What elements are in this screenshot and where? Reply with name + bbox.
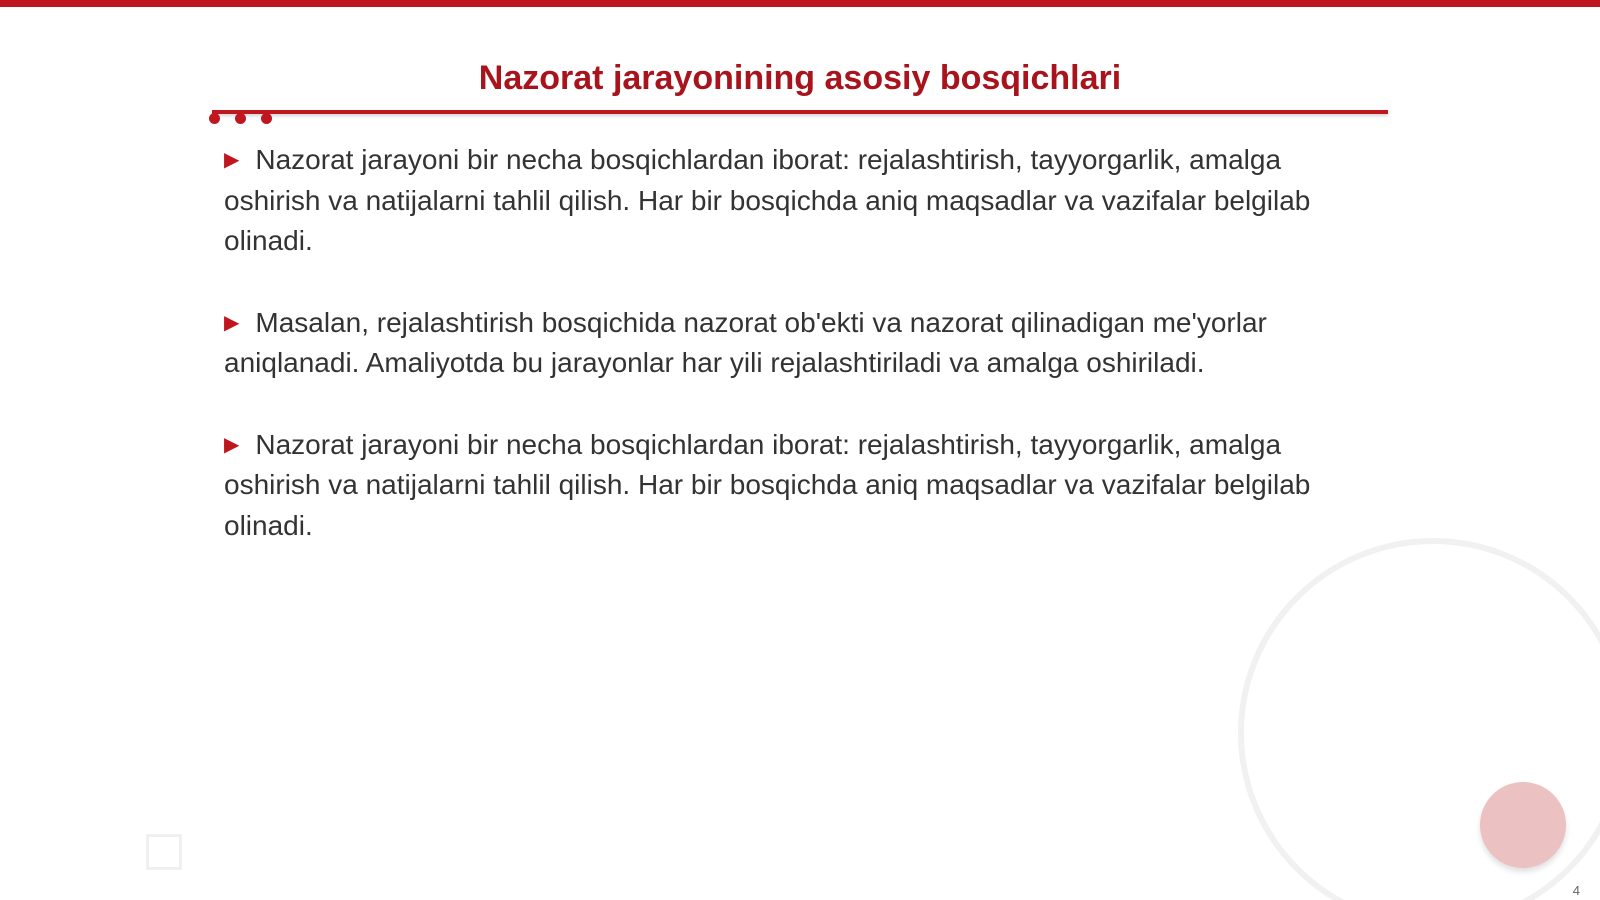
bullet-list: [224, 140, 1384, 587]
decorative-pink-circle: [1480, 782, 1566, 868]
bullet-text: Nazorat jarayoni bir necha bosqichlardan iborat: rejalashtirish, tayyorgarlik, amalga oshirish va natijalarni tahlil qilish. Har bir bosqichda aniq maqsadlar va vazifalar belgilab olinadi.: [224, 144, 1311, 256]
triangle-right-icon: ▶: [224, 149, 240, 171]
rule-dot: [235, 113, 246, 124]
triangle-right-icon: ▶: [224, 433, 240, 456]
page-number: 4: [1572, 883, 1580, 898]
top-accent-bar: [0, 0, 1600, 7]
bullet-item: [224, 140, 1384, 262]
triangle-right-icon: ▶: [224, 311, 240, 334]
bullet-item: [224, 425, 1384, 547]
slide-title: Nazorat jarayonining asosiy bosqichlari: [478, 59, 1122, 97]
decorative-square: [146, 834, 182, 870]
bullet-text: Masalan, rejalashtirish bosqichida nazorat ob'ekti va nazorat qilinadigan me'yorlar aniqlanadi. Amaliyotda bu jarayonlar har yili rejalashtiriladi va amalga oshiriladi.: [224, 306, 1267, 378]
bullet-item: [224, 303, 1384, 384]
rule-dot: [261, 113, 272, 124]
bullet-text: Nazorat jarayoni bir necha bosqichlardan iborat: rejalashtirish, tayyorgarlik, amalga oshirish va natijalarni tahlil qilish. Har bir bosqichda aniq maqsadlar va vazifalar belgilab olinadi.: [224, 428, 1311, 541]
rule-dot: [209, 113, 220, 124]
title-underline: [212, 110, 1388, 114]
